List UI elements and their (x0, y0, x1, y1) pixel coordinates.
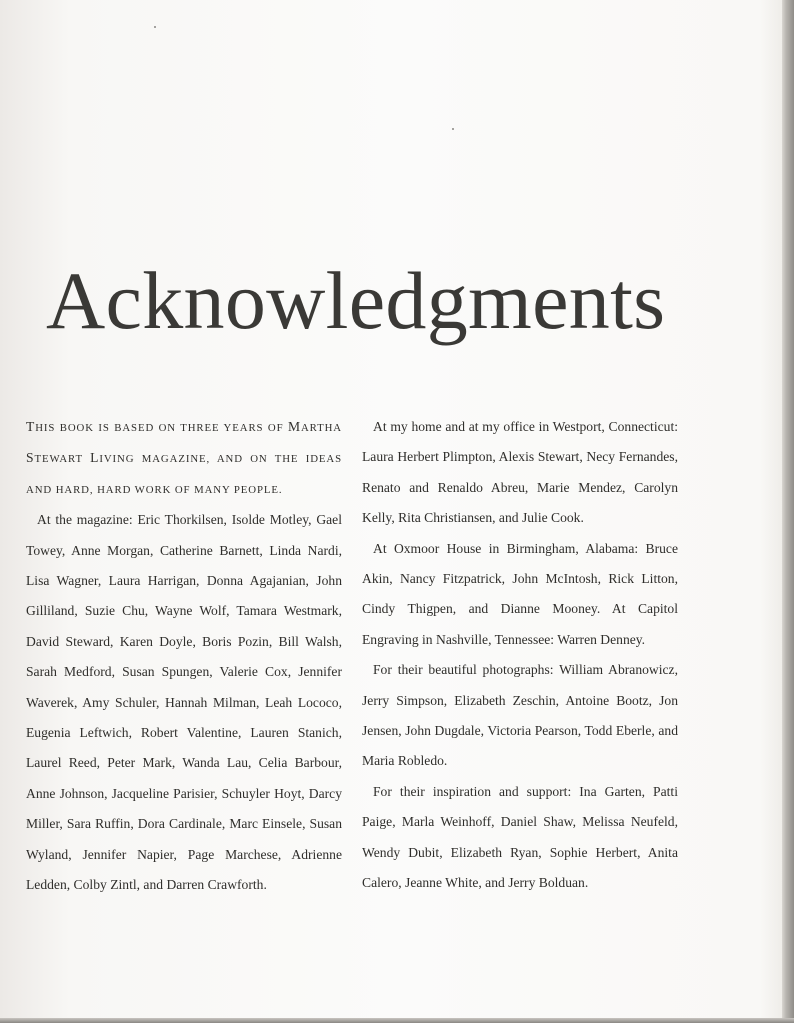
lead-paragraph (26, 412, 342, 505)
body-paragraph: At the magazine: Eric Thorkilsen, Isolde Motley, Gael Towey, Anne Morgan, Catherine Barnett, Linda Nardi, Lisa Wagner, Laura Harrigan, Donna Agajanian, John Gilliland, Suzie Chu, Wayne Wolf, Tamara Westmark, David Steward, Karen Doyle, Boris Pozin, Bill Walsh, Sarah Medford, Susan Spungen, Valerie Cox, Jennifer Waverek, Amy Schuler, Hannah Milman, Leah Lococo, Eugenia Leftwich, Robert Valentine, Lauren Stanich, Laurel Reed, Peter Mark, Wanda Lau, Celia Barbour, Anne Johnson, Jacqueline Parisier, Schuyler Hoyt, Darcy Miller, Sara Ruffin, Dora Cardinale, Marc Einsele, Susan Wyland, Jennifer Napier, Page Marchese, Adrienne Ledden, Colby Zintl, and Darren Crawforth. (26, 512, 342, 893)
lead-text: HIS BOOK IS BASED ON THREE YEARS OF (35, 422, 288, 434)
page-edge (782, 0, 794, 1023)
text-column-left (26, 412, 342, 901)
dust-speck (154, 26, 156, 28)
body-paragraph: For their beautiful photographs: William Abranowicz, Jerry Simpson, Elizabeth Zeschin, Antoine Bootz, Jon Jensen, John Dugdale, Victoria Pearson, Todd Eberle, and Maria Robledo. (362, 662, 678, 769)
lead-initial: L (90, 450, 100, 466)
lead-text: ARTHA (300, 422, 342, 434)
body-paragraph: For their inspiration and support: Ina Garten, Patti Paige, Marla Weinhoff, Daniel Shaw, Melissa Neufeld, Wendy Dubit, Elizabeth Ryan, Sophie Herbert, Anita Calero, Jeanne White, and Jerry Bolduan. (362, 783, 678, 891)
page-bottom-edge (0, 1018, 794, 1023)
lead-initial: T (26, 419, 36, 434)
lead-initial: M (287, 419, 301, 434)
text-column-right (362, 412, 678, 899)
dust-speck (452, 128, 454, 130)
body-paragraph: At Oxmoor House in Birmingham, Alabama: Bruce Akin, Nancy Fitzpatrick, John McIntosh, Rick Litton, Cindy Thigpen, and Dianne Mooney. At Capitol Engraving in Nashville, Tennessee: Warren Denney. (362, 540, 678, 647)
lead-text: TEWART (34, 453, 91, 466)
body-paragraph: At my home and at my office in Westport, Connecticut: Laura Herbert Plimpton, Alexis Stewart, Necy Fernandes, Renato and Renaldo Abreu, Marie Mendez, Carolyn Kelly, Rita Christiansen, and Julie Cook. (362, 419, 678, 526)
lead-text: IVING MAGAZINE, AND ON THE IDEAS AND HARD, HARD WORK OF MANY PEOPLE. (26, 453, 343, 496)
page-title: Acknowledgments (46, 255, 666, 346)
lead-initial: S (26, 450, 35, 466)
